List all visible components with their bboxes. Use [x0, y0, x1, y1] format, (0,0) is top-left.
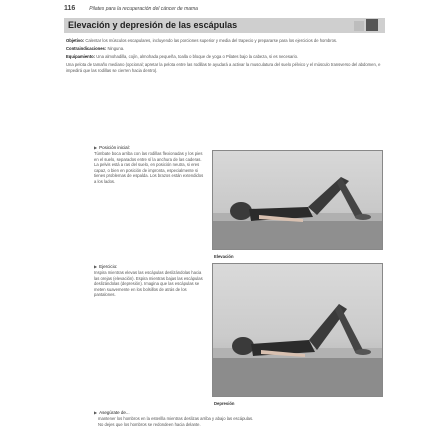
depression-photo — [212, 263, 383, 397]
make-sure-block — [94, 410, 394, 427]
equipamiento-paragraph — [66, 54, 386, 60]
contraindicaciones-label: Contraindicaciones: — [66, 46, 107, 51]
pelota-paragraph: Una pelota de tamaño mediano (opcional; apretar la pelota entre las rodillas te ayudará a activar la musculatura del suelo pélvico y el músculo transverso del abdomen, e impedirá que las rodillas se cierren hacia dentro). — [66, 62, 381, 73]
depression-caption: Depresión — [214, 401, 235, 406]
objetivo-text: Calentar los músculos escapulares, incluyendo las porciones superior y media del trapecio y prepararse para los ejercicios de hombros. — [85, 38, 338, 43]
triangle-bullet-icon: ▶ — [94, 264, 98, 269]
exercise-label-row — [94, 264, 206, 269]
make-sure-line-1: mantener los hombros en la esterilla mientras deslizas arriba y abajo las escápulas. — [98, 416, 254, 421]
depression-figure-illustration — [213, 264, 383, 397]
start-position-label-row — [94, 145, 206, 150]
section-marker-light — [354, 21, 364, 31]
exercise-text: Inspira mientras elevas las escápulas deslizándolas hacia las orejas (elevación). Espira mientras bajas las escápulas deslizándolas (depresión). Imagina que las escápulas se meten suavemente en los bolsillos de atrás de los pantalones. — [94, 270, 203, 298]
triangle-bullet-icon: ▶ — [94, 410, 98, 415]
equipamiento-label: Equipamiento: — [66, 54, 96, 59]
running-head — [64, 5, 198, 12]
section-marker-dark — [366, 19, 378, 31]
make-sure-label: Asegúrate de... — [99, 410, 130, 415]
elevation-caption: Elevación — [214, 254, 234, 259]
make-sure-label-row — [94, 410, 394, 415]
start-position-label: Posición inicial: — [99, 145, 130, 150]
elevation-figure-illustration — [213, 151, 383, 250]
triangle-bullet-icon: ▶ — [94, 145, 98, 150]
contraindicaciones-paragraph — [66, 46, 386, 52]
make-sure-line-2: No dejes que los hombros se redondeen hacia delante. — [98, 421, 201, 427]
section-title-bar — [64, 18, 385, 33]
exercise-block — [94, 264, 206, 298]
start-position-block — [94, 145, 206, 185]
running-title: Pilates para la recuperación del cáncer de mama — [89, 6, 198, 12]
start-position-text: Túmbate boca arriba con las rodillas flexionadas y los pies en el suelo, separados entre sí la anchura de las caderas. La pelvis está a ras del suelo, en posición neutra, si eres capaz, o bien en posición de impronta, especialmente si tienes problemas de espalda. Los brazos están extendidos a los lados. — [94, 151, 204, 184]
page-title: Elevación y depresión de las escápulas — [68, 20, 238, 30]
contraindicaciones-text: Ninguna. — [107, 46, 125, 51]
equipamiento-text: Una almohadilla, cojín, almohada pequeña, toalla o bloque de yoga o Pilates bajo la cabeza, si es necesario. — [96, 54, 299, 59]
elevation-photo — [212, 150, 383, 250]
intro-block — [66, 38, 386, 76]
section-marker-icon — [354, 19, 380, 31]
objetivo-label: Objetivo: — [66, 38, 85, 43]
objetivo-paragraph — [66, 38, 386, 44]
page-number: 116 — [64, 5, 76, 12]
exercise-label: Ejercicio: — [99, 264, 118, 269]
